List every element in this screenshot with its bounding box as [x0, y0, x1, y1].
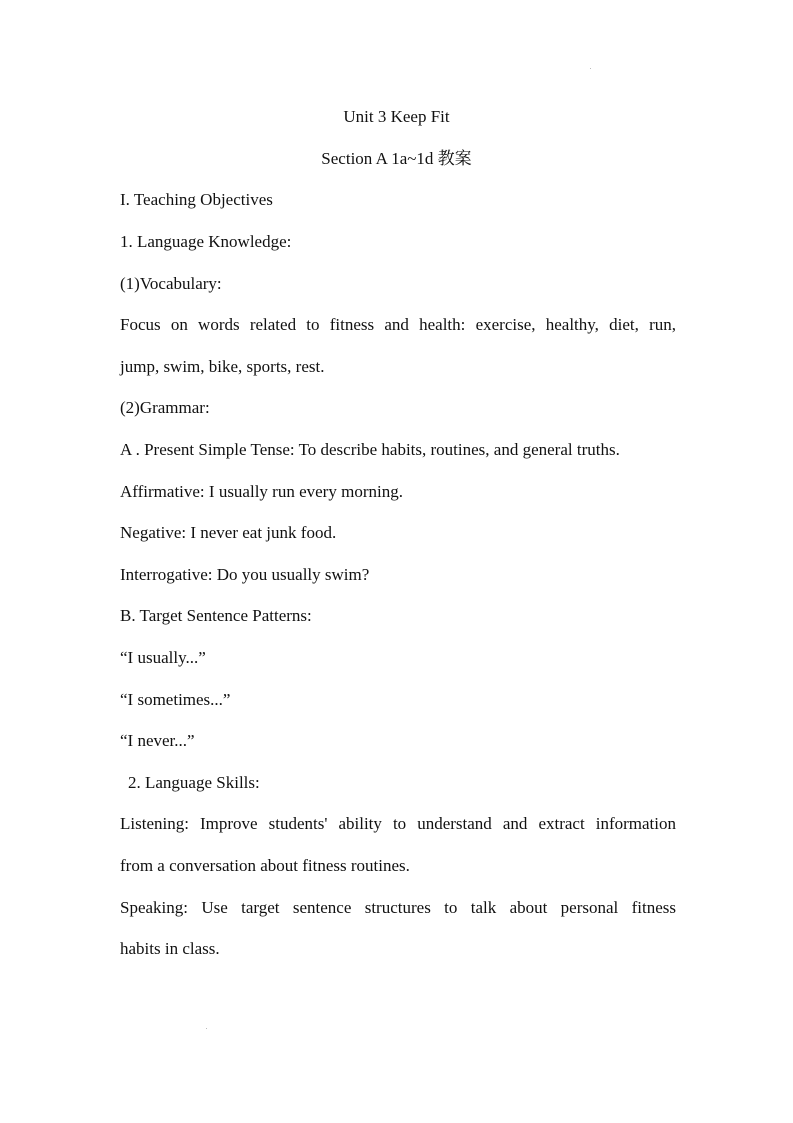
speaking-text-line-2: habits in class. — [120, 939, 220, 958]
heading-language-skills: 2. Language Skills: — [128, 773, 260, 792]
scan-dot — [206, 1028, 207, 1029]
speaking-text-line-1: Speaking: Use target sentence structures to talk about personal fitness — [120, 898, 676, 917]
pattern-never: “I never...” — [120, 731, 195, 750]
subheading-target-patterns: B. Target Sentence Patterns: — [120, 606, 312, 625]
grammar-affirmative: Affirmative: I usually run every morning. — [120, 482, 403, 501]
vocabulary-text-line-1: Focus on words related to fitness and health: exercise, healthy, diet, run, — [120, 315, 676, 334]
pattern-sometimes: “I sometimes...” — [120, 690, 231, 709]
pattern-usually: “I usually...” — [120, 648, 206, 667]
grammar-present-simple: A . Present Simple Tense: To describe habits, routines, and general truths. — [120, 440, 620, 459]
listening-text-line-1: Listening: Improve students' ability to understand and extract information — [120, 814, 676, 833]
subheading-grammar: (2)Grammar: — [120, 398, 210, 417]
heading-language-knowledge: 1. Language Knowledge: — [120, 232, 292, 251]
heading-teaching-objectives: I. Teaching Objectives — [120, 190, 273, 209]
subheading-vocabulary: (1)Vocabulary: — [120, 274, 222, 293]
grammar-negative: Negative: I never eat junk food. — [120, 523, 337, 542]
vocabulary-text-line-2: jump, swim, bike, sports, rest. — [120, 357, 325, 376]
scan-dot — [590, 68, 591, 69]
document-title: Unit 3 Keep Fit — [343, 107, 450, 126]
document-subtitle: Section A 1a~1d 教案 — [321, 149, 472, 168]
listening-text-line-2: from a conversation about fitness routines. — [120, 856, 410, 875]
grammar-interrogative: Interrogative: Do you usually swim? — [120, 565, 370, 584]
